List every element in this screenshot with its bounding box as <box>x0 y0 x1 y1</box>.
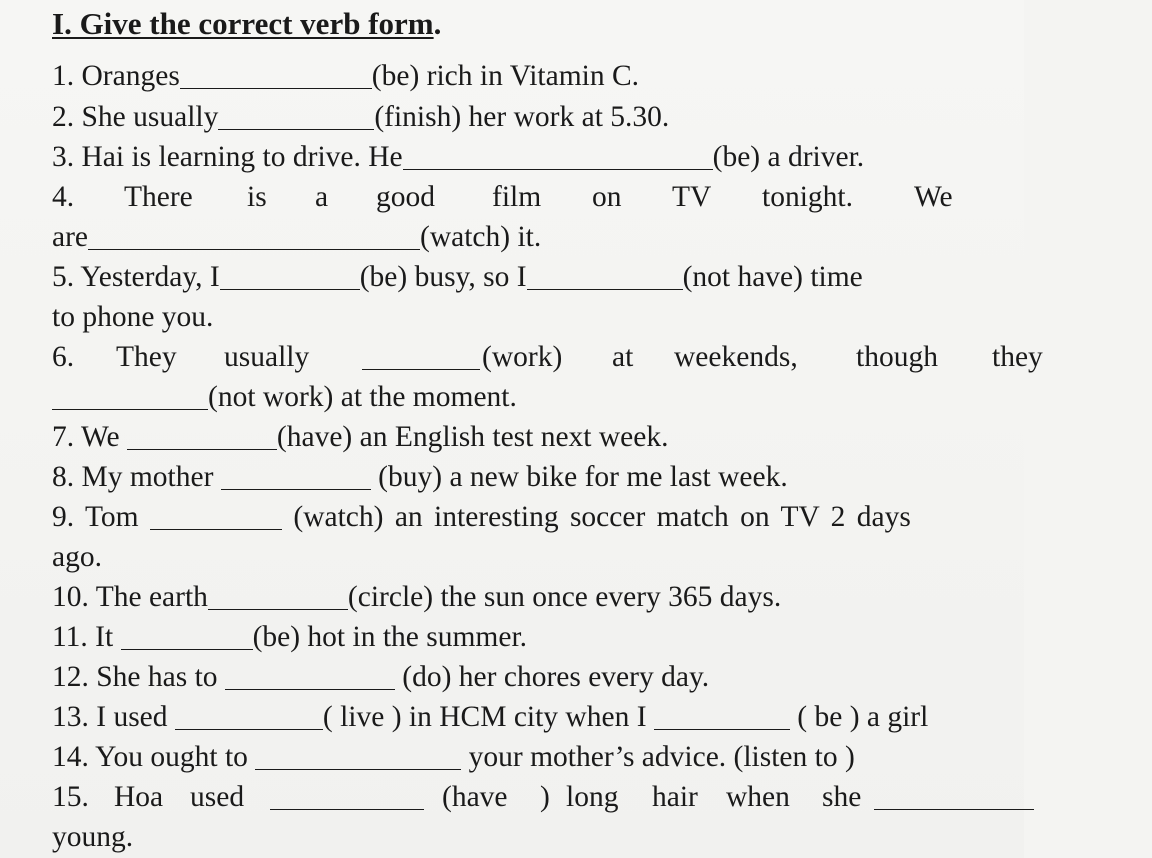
q9-text-after: (watch) an interesting soccer match on TV 2 days <box>282 501 911 533</box>
question-15 <box>52 777 1152 817</box>
q6-word: 6. <box>52 341 75 373</box>
q5-text-mid: (be) busy, so I <box>359 261 527 293</box>
q7-blank[interactable] <box>127 421 277 450</box>
q4-word: a <box>315 181 329 213</box>
q6-word: (work) <box>482 341 563 373</box>
q5-text-cont: to phone you. <box>52 301 214 333</box>
q2-text: 2. She usually <box>52 101 219 133</box>
question-1 <box>52 56 639 96</box>
q12-text-after: (do) her chores every day. <box>394 661 710 693</box>
question-6-cont <box>52 377 517 417</box>
q4-word: 4. <box>52 181 75 213</box>
q4-word: good <box>376 181 435 213</box>
q15-word: (have <box>442 781 508 813</box>
question-4-cont <box>52 217 541 257</box>
q6-blank-line <box>362 341 480 370</box>
q13-text-after: ( be ) a girl <box>789 701 929 733</box>
question-9 <box>52 497 911 537</box>
q5-text: 5. Yesterday, I <box>52 261 220 293</box>
q1-text-after: (be) rich in Vitamin C. <box>371 60 640 92</box>
q6-text-cont: (not work) at the moment. <box>208 381 517 413</box>
q15-word: Hoa <box>114 781 164 813</box>
heading-punct: . <box>433 6 442 41</box>
q6-word: They <box>116 341 177 373</box>
question-5 <box>52 257 863 297</box>
q4-word: There <box>124 181 193 213</box>
q9-text: 9. Tom <box>52 501 150 533</box>
q6-word: though <box>856 341 938 373</box>
q4-word: is <box>247 181 267 213</box>
q15-blank-2[interactable] <box>874 777 1034 817</box>
question-12 <box>52 657 709 697</box>
question-7 <box>52 417 669 457</box>
q4-word: on <box>592 181 622 213</box>
question-10 <box>52 577 781 617</box>
q7-text: 7. We <box>52 421 127 453</box>
q13-text: 13. I used <box>52 701 175 733</box>
q8-text: 8. My mother <box>52 461 221 493</box>
q5-text-after: (not have) time <box>682 261 863 293</box>
q3-text: 3. Hai is learning to drive. He <box>52 141 403 173</box>
q4-word: TV <box>672 181 712 213</box>
question-14 <box>52 737 855 777</box>
q3-blank[interactable] <box>403 141 713 170</box>
question-11 <box>52 617 527 657</box>
q9-text-cont: ago. <box>52 541 102 573</box>
q15-word: 15. <box>52 781 89 813</box>
q9-blank[interactable] <box>150 501 282 530</box>
q15-text-cont: young. <box>52 821 134 853</box>
question-5-cont <box>52 297 213 337</box>
q3-text-after: (be) a driver. <box>712 141 865 173</box>
q14-text: 14. You ought to <box>52 741 256 773</box>
q1-blank[interactable] <box>180 60 372 89</box>
q8-blank[interactable] <box>221 461 371 490</box>
q8-text-after: (buy) a new bike for me last week. <box>370 461 788 493</box>
q11-text: 11. It <box>52 621 121 653</box>
q4-blank[interactable] <box>88 221 420 250</box>
q2-text-after: (finish) her work at 5.30. <box>374 101 670 133</box>
q1-text: 1. Oranges <box>52 60 180 92</box>
q15-word: she <box>822 781 862 813</box>
exercise-heading <box>52 6 441 42</box>
q13-text-mid: ( live ) in HCM city when I <box>322 701 654 733</box>
q12-text: 12. She has to <box>52 661 225 693</box>
question-3 <box>52 137 864 177</box>
q4-word: tonight. <box>762 181 853 213</box>
question-2 <box>52 97 669 137</box>
q4-text-after: (watch) it. <box>420 221 542 253</box>
question-6 <box>52 337 1152 377</box>
q6-word: usually <box>224 341 310 373</box>
q4-word: We <box>914 181 953 213</box>
q11-blank[interactable] <box>121 621 253 650</box>
q15-word: used <box>190 781 245 813</box>
q15-word: ) <box>540 781 550 813</box>
q2-blank[interactable] <box>218 101 374 130</box>
q11-text-after: (be) hot in the summer. <box>252 621 528 653</box>
question-9-cont <box>52 537 102 577</box>
q15-word: when <box>726 781 790 813</box>
question-8 <box>52 457 788 497</box>
q4-text: are <box>52 221 89 253</box>
q13-blank-2[interactable] <box>654 701 790 730</box>
q13-blank-1[interactable] <box>175 701 323 730</box>
q10-text-after: (circle) the sun once every 365 days. <box>347 581 782 613</box>
q10-text: 10. The earth <box>52 581 208 613</box>
q15-word: hair <box>652 781 698 813</box>
q6-blank-2[interactable] <box>52 381 208 410</box>
q7-text-after: (have) an English test next week. <box>276 421 669 453</box>
q12-blank[interactable] <box>225 661 395 690</box>
question-15-cont <box>52 817 133 857</box>
question-13 <box>52 697 928 737</box>
heading-title: I. Give the correct verb form <box>52 6 434 41</box>
q6-word: they <box>992 341 1043 373</box>
q6-word: weekends, <box>674 341 798 373</box>
q6-blank-1[interactable] <box>362 337 480 377</box>
q10-blank[interactable] <box>208 581 348 610</box>
q15-word: long <box>566 781 619 813</box>
q15-blank-1[interactable] <box>270 777 424 817</box>
q6-word: at <box>612 341 634 373</box>
q5-blank-1[interactable] <box>220 261 360 290</box>
q14-text-after: your mother’s advice. (listen to ) <box>461 741 855 773</box>
q14-blank[interactable] <box>255 741 461 770</box>
q15-blank-line <box>270 781 424 810</box>
q5-blank-2[interactable] <box>527 261 683 290</box>
question-4 <box>52 177 962 217</box>
q4-word: film <box>492 181 542 213</box>
q15-blank-line <box>874 781 1034 810</box>
